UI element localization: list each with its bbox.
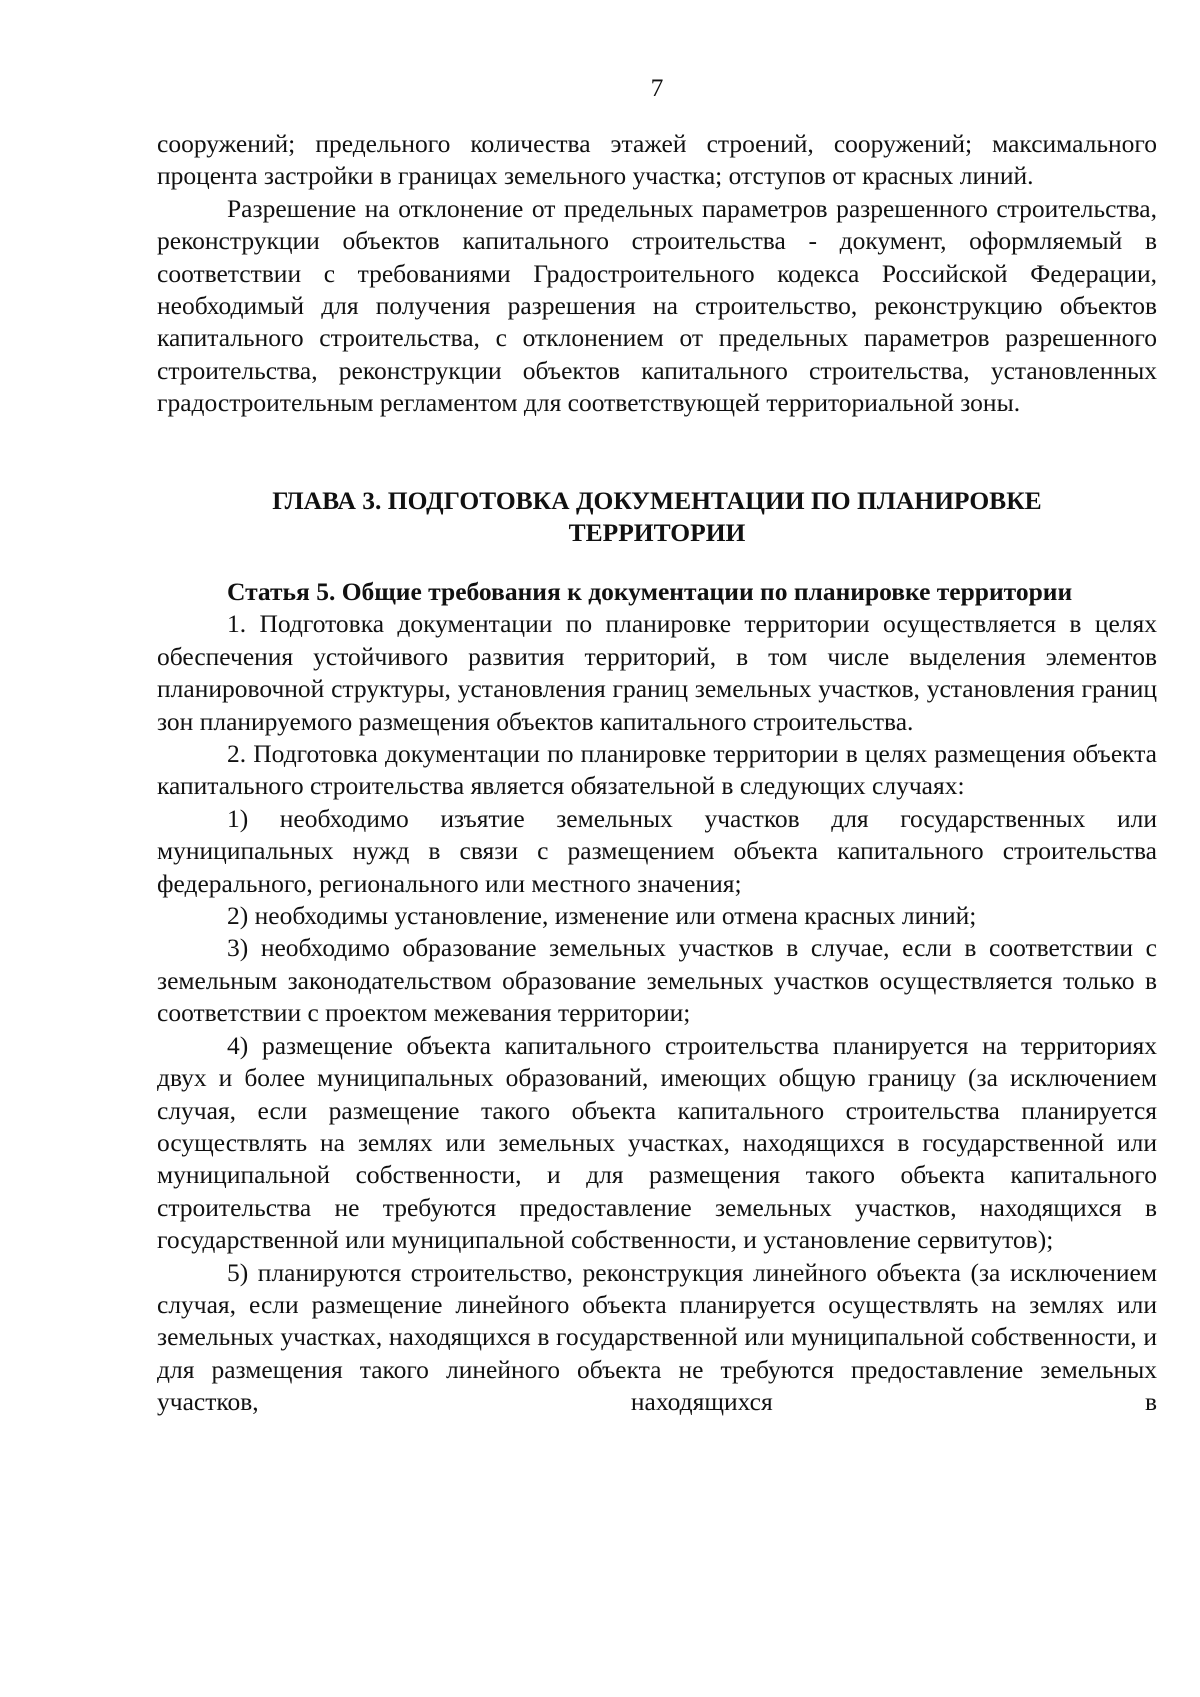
chapter-heading-line-2: ТЕРРИТОРИИ bbox=[568, 518, 746, 548]
list-item-1: 1) необходимо изъятие земельных участков для государственных или муниципальных нужд в связи с размещением объекта капитального строительства федерального, регионального или местного значения; bbox=[157, 803, 1157, 898]
list-item-5: 5) планируются строительство, реконструкция линейного объекта (за исключением случая, если размещение линейного объекта планируется осуществлять на землях или земельных участках, находящихся в государственной или муниципальной собственности, и для размещения такого линейного объекта не требуются предоставление земельных участков, находящихся в bbox=[157, 1257, 1157, 1417]
chapter-heading bbox=[157, 485, 1157, 550]
top-text-block bbox=[157, 128, 1157, 420]
page-number: 7 bbox=[650, 73, 664, 102]
list-item-3: 3) необходимо образование земельных участков в случае, если в соответствии с земельным законодательством образование земельных участков осуществляется только в соответствии с проектом межевания территории; bbox=[157, 933, 1157, 1028]
chapter-heading-line-1: ГЛАВА 3. ПОДГОТОВКА ДОКУМЕНТАЦИИ ПО ПЛАНИРОВКЕ bbox=[272, 486, 1042, 515]
article-paragraph-1: 1. Подготовка документации по планировке территории осуществляется в целях обеспечения устойчивого развития территорий, в том числе выделения элементов планировочной структуры, установления границ земельных участков, установления границ зон планируемого размещения объектов капитального строительства. bbox=[157, 609, 1157, 736]
article-block bbox=[157, 576, 1157, 1419]
list-item-2: 2) необходимы установление, изменение или отмена красных линий; bbox=[227, 901, 977, 931]
paragraph-deviation-permit: Разрешение на отклонение от предельных параметров разрешенного строительства, реконструкции объектов капитального строительства - документ, оформляемый в соответствии с требованиями Градостроительного кодекса Российской Федерации, необходимый для получения разрешения на строительство, реконструкцию объектов капитального строительства, с отклонением от предельных параметров разрешенного строительства, реконструкции объектов капитального строительства, установленных градостроительным регламентом для соответствующей территориальной зоны. bbox=[157, 193, 1157, 418]
article-title: Статья 5. Общие требования к документации по планировке территории bbox=[227, 577, 1073, 606]
article-paragraph-2: 2. Подготовка документации по планировке территории в целях размещения объекта капитального строительства является обязательной в следующих случаях: bbox=[157, 739, 1157, 801]
list-item-4: 4) размещение объекта капитального строительства планируется на территориях двух и более муниципальных образований, имеющих общую границу (за исключением случая, если размещение такого объекта капитального строительства планируется осуществлять на землях или земельных участках, находящихся в государственной или муниципальной собственности, и для размещения такого объекта капитального строительства не требуются предоставление земельных участков, находящихся в государственной или муниципальной собственности, и установление сервитутов); bbox=[157, 1030, 1157, 1255]
paragraph-continuation: сооружений; предельного количества этажей строений, сооружений; максимального процента застройки в границах земельного участка; отступов от красных линий. bbox=[157, 129, 1157, 191]
